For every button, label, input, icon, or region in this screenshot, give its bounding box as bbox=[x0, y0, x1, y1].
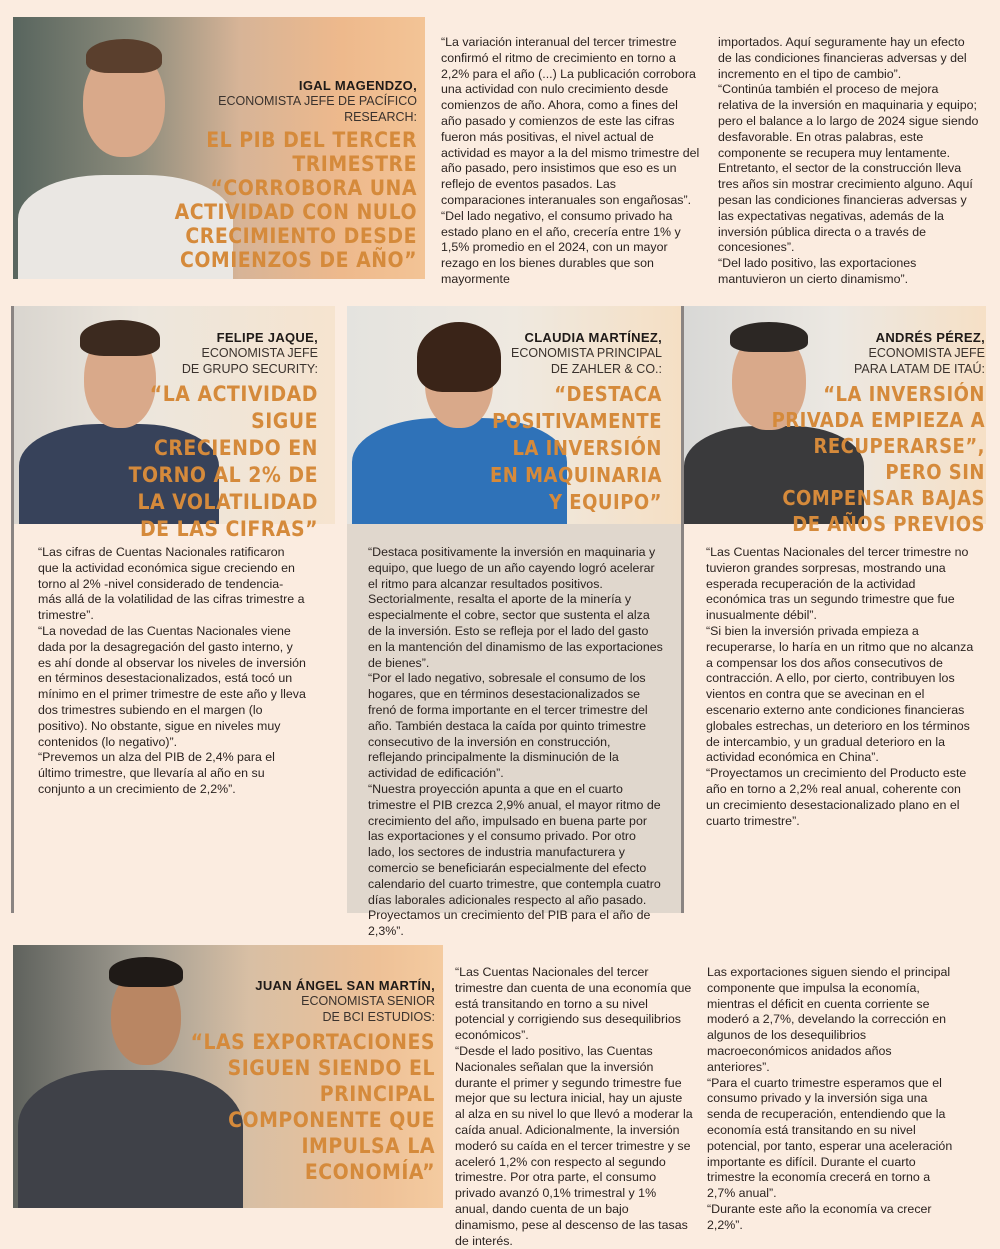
caption-magendzo bbox=[150, 78, 417, 272]
headline: “LAS EXPORTACIONES SIGUEN SIENDO EL PRINCIPAL COMPONENTE QUE IMPULSA LA ECONOMÍA” bbox=[190, 1030, 435, 1184]
person-role: ECONOMISTA JEFE DE PACÍFICO RESEARCH: bbox=[218, 94, 417, 124]
person-name: FELIPE JAQUE, bbox=[216, 330, 318, 345]
person-role-line-2: DE ZAHLER & CO.: bbox=[550, 362, 662, 376]
caption-martinez bbox=[490, 330, 662, 516]
person-name: IGAL MAGENDZO, bbox=[298, 78, 417, 93]
headline: EL PIB DEL TERCER TRIMESTRE “CORROBORA UNA ACTIVIDAD CON NULO CRECIMIENTO DESDE COMIENZOS DE AÑO” bbox=[174, 128, 417, 272]
person-role-line-1: ECONOMISTA JEFE bbox=[868, 346, 985, 360]
person-role-line-2: DE BCI ESTUDIOS: bbox=[322, 1010, 435, 1024]
person-role-line-1: ECONOMISTA JEFE bbox=[201, 346, 318, 360]
person-name: JUAN ÁNGEL SAN MARTÍN, bbox=[255, 978, 435, 993]
headline: “LA INVERSIÓN PRIVADA EMPIEZA A RECUPERARSE”, PERO SIN COMPENSAR BAJAS DE AÑOS PREVIOS bbox=[771, 382, 985, 536]
person-name: CLAUDIA MARTÍNEZ, bbox=[524, 330, 662, 345]
person-role-line-1: ECONOMISTA PRINCIPAL bbox=[511, 346, 662, 360]
article-column-1: “La variación interanual del tercer trimestre confirmó el ritmo de crecimiento en torno a 2,2% para el año (...) La publicación corrobora una actividad con nulo crecimiento desde comienzos de año. Ahora, como a fines del año pasado y comienzos de este las cifras fueron más positivas, el nivel actual de actividad es mayor a la del mismo trimestre del año pasado, pero insistimos que eso es un reflejo de eventos pasados. Las comparaciones interanuales son engañosas”. “Del lado negativo, el consumo privado ha estado plano en el año, crecería entre 1% y 1,5% promedio en el 2024, con un mayor rezago en los bienes durables que son mayormente bbox=[441, 35, 700, 286]
person-role-line-2: PARA LATAM DE ITAÚ: bbox=[853, 362, 985, 376]
article-column: “Las Cuentas Nacionales del tercer trimestre no tuvieron grandes sorpresas, mostrando una esperada recuperación de la actividad económica tras un segundo trimestre que fue inusualmente débil”. “Si bien la inversión privada empieza a recuperarse, lo haría en un ritmo que no alcanza a compensar los dos años consecutivos de contracción. A ello, por cierto, contribuyen los vientos en contra que se avecinan en el escenario externo ante condiciones financieras globales estrechas, un deterioro en los términos de intercambio, y un gradual deterioro en la actividad económica en China”. “Proyectamos un crecimiento del Producto este año en torno a 2,2% real anual, coherente con un crecimiento desestacionalizado plano en el cuarto trimestre”. bbox=[706, 545, 974, 828]
article-column: “Las cifras de Cuentas Nacionales ratificaron que la actividad económica sigue creciendo en torno al 2% -nivel considerado de tendencia- más allá de la volatilidad de las cifras trimestre a trimestre”. “La novedad de las Cuentas Nacionales viene dada por la desagregación del gasto interno, y es ahí donde al observar los niveles de inversión en términos desestacionalizados, está tocó un mínimo en el primer trimestre de este año y lleva dos trimestres subiendo en el margen (lo positivo). No obstante, sigue en niveles muy contenidos (lo negativo)”. “Prevemos un alza del PIB de 2,4% para el último trimestre, que llevaría al año en su conjunto a un crecimiento de 2,2%”. bbox=[38, 545, 306, 796]
headline: “LA ACTIVIDAD SIGUE CRECIENDO EN TORNO AL 2% DE LA VOLATILIDAD DE LAS CIFRAS” bbox=[128, 382, 318, 541]
caption-jaque bbox=[120, 330, 318, 543]
person-name: ANDRÉS PÉREZ, bbox=[875, 330, 985, 345]
caption-san-martin bbox=[180, 978, 435, 1185]
article-column-2: importados. Aquí seguramente hay un efecto de las condiciones financieras adversas y del incremento en el tipo de cambio”. “Continúa también el proceso de mejora relativa de la inversión en maquinaria y equipo; pero el balance a lo largo de 2024 sigue siendo desfavorable. En otras palabras, este componente se recupera muy lentamente. Entretanto, el sector de la construcción lleva tres años sin mostrar crecimiento alguno. Aquí pesan las condiciones financieras adversas y las expectativas negativas, además de la inversión pública directa o a través de concesiones”. “Del lado positivo, las exportaciones mantuvieron un cierto dinamismo”. bbox=[718, 35, 979, 286]
caption-perez bbox=[760, 330, 985, 537]
headline: “DESTACA POSITIVAMENTE LA INVERSIÓN EN MAQUINARIA Y EQUIPO” bbox=[490, 382, 662, 514]
article-column-1: “Las Cuentas Nacionales del tercer trimestre dan cuenta de una economía que está transitando en torno a su nivel potencial y corrigiendo sus desequilibrios económicos”. “Desde el lado positivo, las Cuentas Nacionales señalan que la inversión durante el primer y segundo trimestre fue mejor que su lectura inicial, hay un ajuste al alza en su nivel lo que llevó a moderar la caída anual. Adicionalmente, la inversión moderó su caída en el tercer trimestre y se aceleró 1,2% con respecto al segundo trimestre. Por otra parte, el consumo privado avanzó 0,1% trimestral y 1% anual, dando cuenta de un bajo dinamismo, pese al descenso de las tasas de interés. bbox=[455, 965, 693, 1248]
person-role-line-1: ECONOMISTA SENIOR bbox=[301, 994, 435, 1008]
article-column: “Destaca positivamente la inversión en maquinaria y equipo, que luego de un año cayendo logró acelerar el ritmo para alcanzar resultados positivos. Sectorialmente, resalta el aporte de la minería y especialmente el cobre, sector que sustenta el alza de la inversión. Esto se refleja por el lado del gasto en la mantención del dinamismo de las exportaciones de bienes”. “Por el lado negativo, sobresale el consumo de los hogares, que en términos desestacionalizados se frenó de forma importante en el tercer trimestre del año. También destaca la caída por quinto trimestre consecutivo de la inversión en construcción, reflejando principalmente la disminución de la actividad de edificación”. “Nuestra proyección apunta a que en el cuarto trimestre el PIB crezca 2,9% anual, el mayor ritmo de crecimiento del año, impulsado en buena parte por las exportaciones y el consumo privado. Por otro lado, los sectores de industria manufacturera y comercio se beneficiarán especialmente del efecto calendario del cuarto trimestre, que contempla cuatro días laborales adicionales respecto al año pasado. Proyectamos un crecimiento del PIB para el año de 2,3%”. bbox=[368, 545, 663, 939]
person-role-line-2: DE GRUPO SECURITY: bbox=[181, 362, 318, 376]
article-column-2: Las exportaciones siguen siendo el principal componente que impulsa la economía, mientras el déficit en cuenta corriente se moderó a 2,7%, develando la corrección en algunos de los desequilibrios macroeconómicos anidados años anteriores”. “Para el cuarto trimestre esperamos que el consumo privado y la inversión siga una senda de recuperación, entendiendo que la economía está transitando en su nivel potencial, por tanto, esperar una aceleración importante es difícil. Durante el cuarto trimestre la economía crecerá en torno a 2,7% anual”. “Durante este año la economía va crecer 2,2%”. bbox=[707, 965, 953, 1232]
